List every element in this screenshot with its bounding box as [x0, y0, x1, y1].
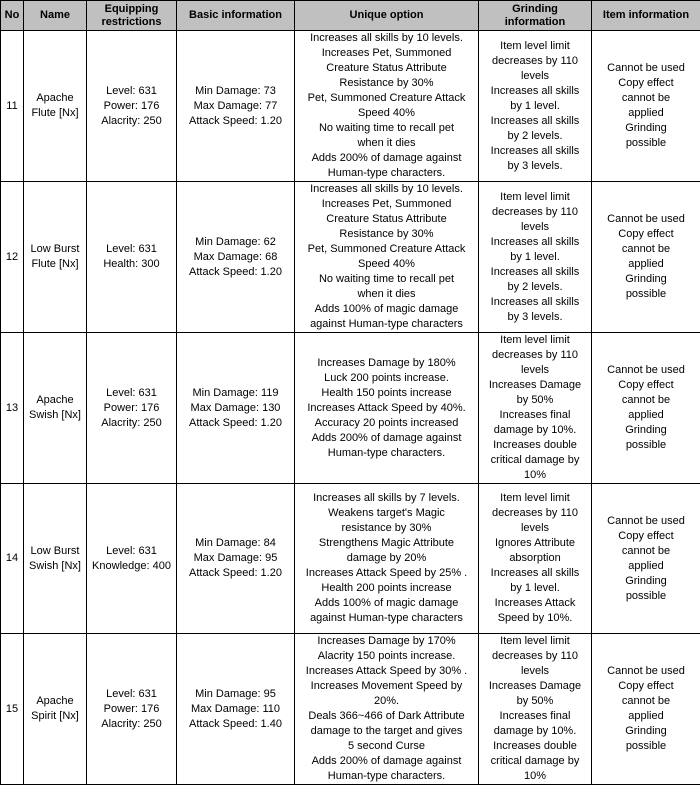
text-line: Max Damage: 110	[179, 702, 292, 717]
text-line: Creature Status Attribute	[297, 212, 476, 227]
text-line: Min Damage: 62	[179, 235, 292, 250]
text-line: Level: 631	[89, 386, 174, 401]
text-line: Pet, Summoned Creature Attack	[297, 91, 476, 106]
text-line: Min Damage: 95	[179, 687, 292, 702]
text-line: Flute [Nx]	[26, 106, 84, 121]
text-line: Speed 40%	[297, 106, 476, 121]
text-line: Spirit [Nx]	[26, 709, 84, 724]
text-line: Grinding	[594, 121, 698, 136]
cell-basic-information	[177, 634, 295, 785]
text-line: applied	[594, 709, 698, 724]
text-line: critical damage by	[481, 453, 589, 468]
text-line: Luck 200 points increase.	[297, 371, 476, 386]
cell-unique-option	[295, 333, 479, 484]
text-line: Increases all skills by 10 levels.	[297, 31, 476, 46]
text-line: decreases by 110	[481, 506, 589, 521]
text-line: Increases all skills by 7 levels.	[297, 491, 476, 506]
cell-basic-information	[177, 333, 295, 484]
text-line: applied	[594, 257, 698, 272]
text-line: Grinding	[594, 574, 698, 589]
text-line: Pet, Summoned Creature Attack	[297, 242, 476, 257]
text-line: Apache	[26, 393, 84, 408]
text-line: Adds 100% of magic damage	[297, 302, 476, 317]
text-line: Attack Speed: 1.20	[179, 114, 292, 129]
text-line: Grinding	[594, 724, 698, 739]
text-line: resistance by 30%	[297, 521, 476, 536]
text-line: Copy effect	[594, 378, 698, 393]
text-line: by 3 levels.	[481, 159, 589, 174]
text-line: Alacrity: 250	[89, 114, 174, 129]
cell-no: 12	[1, 182, 24, 333]
text-line: possible	[594, 438, 698, 453]
text-line: Increases Pet, Summoned	[297, 46, 476, 61]
text-line: decreases by 110	[481, 649, 589, 664]
text-line: Attack Speed: 1.20	[179, 265, 292, 280]
text-line: possible	[594, 287, 698, 302]
text-line: Power: 176	[89, 401, 174, 416]
text-line: Cannot be used	[594, 363, 698, 378]
text-line: Copy effect	[594, 76, 698, 91]
table-row	[1, 31, 700, 182]
text-line: decreases by 110	[481, 348, 589, 363]
cell-basic-information	[177, 182, 295, 333]
cell-equipping-restrictions	[87, 31, 177, 182]
text-line: Human-type characters.	[297, 166, 476, 181]
text-line: Cannot be used	[594, 664, 698, 679]
text-line: Adds 200% of damage against	[297, 431, 476, 446]
text-line: Attack Speed: 1.20	[179, 566, 292, 581]
text-line: Min Damage: 73	[179, 84, 292, 99]
text-line: Increases all skills	[481, 114, 589, 129]
cell-unique-option	[295, 634, 479, 785]
text-line: decreases by 110	[481, 54, 589, 69]
text-line: Knowledge: 400	[89, 559, 174, 574]
header-row	[1, 1, 700, 31]
text-line: by 1 level.	[481, 99, 589, 114]
text-line: Increases all skills	[481, 235, 589, 250]
text-line: Increases Attack Speed by 25% .	[297, 566, 476, 581]
text-line: Max Damage: 68	[179, 250, 292, 265]
text-line: 10%	[481, 769, 589, 784]
text-line: levels	[481, 664, 589, 679]
text-line: Increases Damage by 180%	[297, 356, 476, 371]
table-row	[1, 182, 700, 333]
text-line: Increases Damage	[481, 679, 589, 694]
text-line: when it dies	[297, 287, 476, 302]
text-line: possible	[594, 136, 698, 151]
text-line: levels	[481, 521, 589, 536]
text-line: Increases Attack	[481, 596, 589, 611]
text-line: Power: 176	[89, 702, 174, 717]
text-line: No waiting time to recall pet	[297, 121, 476, 136]
text-line: Item level limit	[481, 39, 589, 54]
text-line: against Human-type characters	[297, 611, 476, 626]
header-equipping-restrictions: Equipping restrictions	[87, 1, 177, 31]
cell-equipping-restrictions	[87, 634, 177, 785]
text-line: Increases Pet, Summoned	[297, 197, 476, 212]
cell-unique-option	[295, 31, 479, 182]
text-line: Increases all skills	[481, 84, 589, 99]
text-line: Health 150 points increase	[297, 386, 476, 401]
text-line: Max Damage: 95	[179, 551, 292, 566]
text-line: Accuracy 20 points increased	[297, 416, 476, 431]
text-line: Item level limit	[481, 634, 589, 649]
text-line: Health 200 points increase	[297, 581, 476, 596]
table-row	[1, 333, 700, 484]
text-line: Alacrity: 250	[89, 717, 174, 732]
header-basic-information: Basic information	[177, 1, 295, 31]
text-line: Apache	[26, 91, 84, 106]
text-line: applied	[594, 408, 698, 423]
cell-item-information	[592, 634, 700, 785]
text-line: Attack Speed: 1.20	[179, 416, 292, 431]
text-line: by 2 levels.	[481, 129, 589, 144]
header-grinding-information: Grinding information	[479, 1, 592, 31]
text-line: cannot be	[594, 242, 698, 257]
cell-equipping-restrictions	[87, 484, 177, 634]
text-line: damage by 10%.	[481, 724, 589, 739]
text-line: Human-type characters.	[297, 446, 476, 461]
text-line: Min Damage: 84	[179, 536, 292, 551]
cell-no: 11	[1, 31, 24, 182]
text-line: Low Burst	[26, 242, 84, 257]
text-line: levels	[481, 220, 589, 235]
text-line: Item level limit	[481, 491, 589, 506]
text-line: Level: 631	[89, 84, 174, 99]
text-line: by 3 levels.	[481, 310, 589, 325]
text-line: cannot be	[594, 694, 698, 709]
cell-no: 15	[1, 634, 24, 785]
text-line: levels	[481, 363, 589, 378]
cell-basic-information	[177, 484, 295, 634]
text-line: Copy effect	[594, 679, 698, 694]
text-line: Level: 631	[89, 242, 174, 257]
text-line: Cannot be used	[594, 514, 698, 529]
text-line: Swish [Nx]	[26, 559, 84, 574]
text-line: Increases final	[481, 408, 589, 423]
text-line: by 50%	[481, 694, 589, 709]
text-line: Adds 200% of damage against	[297, 754, 476, 769]
text-line: Deals 366~466 of Dark Attribute	[297, 709, 476, 724]
text-line: Strengthens Magic Attribute	[297, 536, 476, 551]
text-line: Increases all skills	[481, 295, 589, 310]
text-line: applied	[594, 559, 698, 574]
cell-grinding-information	[479, 31, 592, 182]
text-line: No waiting time to recall pet	[297, 272, 476, 287]
text-line: by 1 level.	[481, 581, 589, 596]
cell-name	[24, 333, 87, 484]
text-line: damage to the target and gives	[297, 724, 476, 739]
header-no: No	[1, 1, 24, 31]
cell-item-information	[592, 31, 700, 182]
text-line: by 1 level.	[481, 250, 589, 265]
text-line: 20%.	[297, 694, 476, 709]
text-line: 10%	[481, 468, 589, 483]
text-line: Speed 40%	[297, 257, 476, 272]
text-line: by 50%	[481, 393, 589, 408]
text-line: Increases all skills	[481, 566, 589, 581]
text-line: decreases by 110	[481, 205, 589, 220]
cell-unique-option	[295, 182, 479, 333]
text-line: Increases Movement Speed by	[297, 679, 476, 694]
text-line: Human-type characters.	[297, 769, 476, 784]
cell-item-information	[592, 182, 700, 333]
text-line: Min Damage: 119	[179, 386, 292, 401]
text-line: Cannot be used	[594, 212, 698, 227]
text-line: Swish [Nx]	[26, 408, 84, 423]
text-line: Increases Attack Speed by 40%.	[297, 401, 476, 416]
text-line: damage by 20%	[297, 551, 476, 566]
text-line: Max Damage: 130	[179, 401, 292, 416]
header-unique-option: Unique option	[295, 1, 479, 31]
text-line: absorption	[481, 551, 589, 566]
text-line: Increases all skills by 10 levels.	[297, 182, 476, 197]
text-line: Level: 631	[89, 544, 174, 559]
cell-item-information	[592, 484, 700, 634]
text-line: Grinding	[594, 423, 698, 438]
text-line: Weakens target's Magic	[297, 506, 476, 521]
table-row	[1, 634, 700, 785]
cell-equipping-restrictions	[87, 333, 177, 484]
text-line: cannot be	[594, 91, 698, 106]
text-line: 5 second Curse	[297, 739, 476, 754]
text-line: Item level limit	[481, 333, 589, 348]
cell-name	[24, 634, 87, 785]
text-line: cannot be	[594, 393, 698, 408]
text-line: applied	[594, 106, 698, 121]
cell-name	[24, 182, 87, 333]
text-line: Health: 300	[89, 257, 174, 272]
text-line: Copy effect	[594, 529, 698, 544]
cell-grinding-information	[479, 333, 592, 484]
text-line: when it dies	[297, 136, 476, 151]
text-line: Flute [Nx]	[26, 257, 84, 272]
text-line: Attack Speed: 1.40	[179, 717, 292, 732]
text-line: Copy effect	[594, 227, 698, 242]
text-line: Increases Damage	[481, 378, 589, 393]
text-line: Increases double	[481, 739, 589, 754]
header-item-information: Item information	[592, 1, 700, 31]
text-line: Alacrity 150 points increase.	[297, 649, 476, 664]
text-line: Alacrity: 250	[89, 416, 174, 431]
text-line: Increases Attack Speed by 30% .	[297, 664, 476, 679]
text-line: Grinding	[594, 272, 698, 287]
text-line: Ignores Attribute	[481, 536, 589, 551]
text-line: Resistance by 30%	[297, 76, 476, 91]
text-line: Increases all skills	[481, 265, 589, 280]
text-line: damage by 10%.	[481, 423, 589, 438]
text-line: Increases Damage by 170%	[297, 634, 476, 649]
cell-name	[24, 484, 87, 634]
text-line: Low Burst	[26, 544, 84, 559]
text-line: Adds 100% of magic damage	[297, 596, 476, 611]
text-line: Level: 631	[89, 687, 174, 702]
text-line: Cannot be used	[594, 61, 698, 76]
text-line: Item level limit	[481, 190, 589, 205]
header-name: Name	[24, 1, 87, 31]
text-line: Adds 200% of damage against	[297, 151, 476, 166]
text-line: Power: 176	[89, 99, 174, 114]
cell-grinding-information	[479, 484, 592, 634]
text-line: Speed by 10%.	[481, 611, 589, 626]
text-line: critical damage by	[481, 754, 589, 769]
text-line: Increases all skills	[481, 144, 589, 159]
cell-basic-information	[177, 31, 295, 182]
text-line: Resistance by 30%	[297, 227, 476, 242]
text-line: Increases double	[481, 438, 589, 453]
text-line: Apache	[26, 694, 84, 709]
text-line: cannot be	[594, 544, 698, 559]
text-line: possible	[594, 589, 698, 604]
text-line: by 2 levels.	[481, 280, 589, 295]
text-line: against Human-type characters	[297, 317, 476, 332]
cell-no: 13	[1, 333, 24, 484]
cell-item-information	[592, 333, 700, 484]
text-line: levels	[481, 69, 589, 84]
text-line: possible	[594, 739, 698, 754]
cell-grinding-information	[479, 634, 592, 785]
cell-no: 14	[1, 484, 24, 634]
cell-name	[24, 31, 87, 182]
table-row	[1, 484, 700, 634]
cell-equipping-restrictions	[87, 182, 177, 333]
text-line: Max Damage: 77	[179, 99, 292, 114]
cell-unique-option	[295, 484, 479, 634]
text-line: Creature Status Attribute	[297, 61, 476, 76]
cell-grinding-information	[479, 182, 592, 333]
text-line: Increases final	[481, 709, 589, 724]
